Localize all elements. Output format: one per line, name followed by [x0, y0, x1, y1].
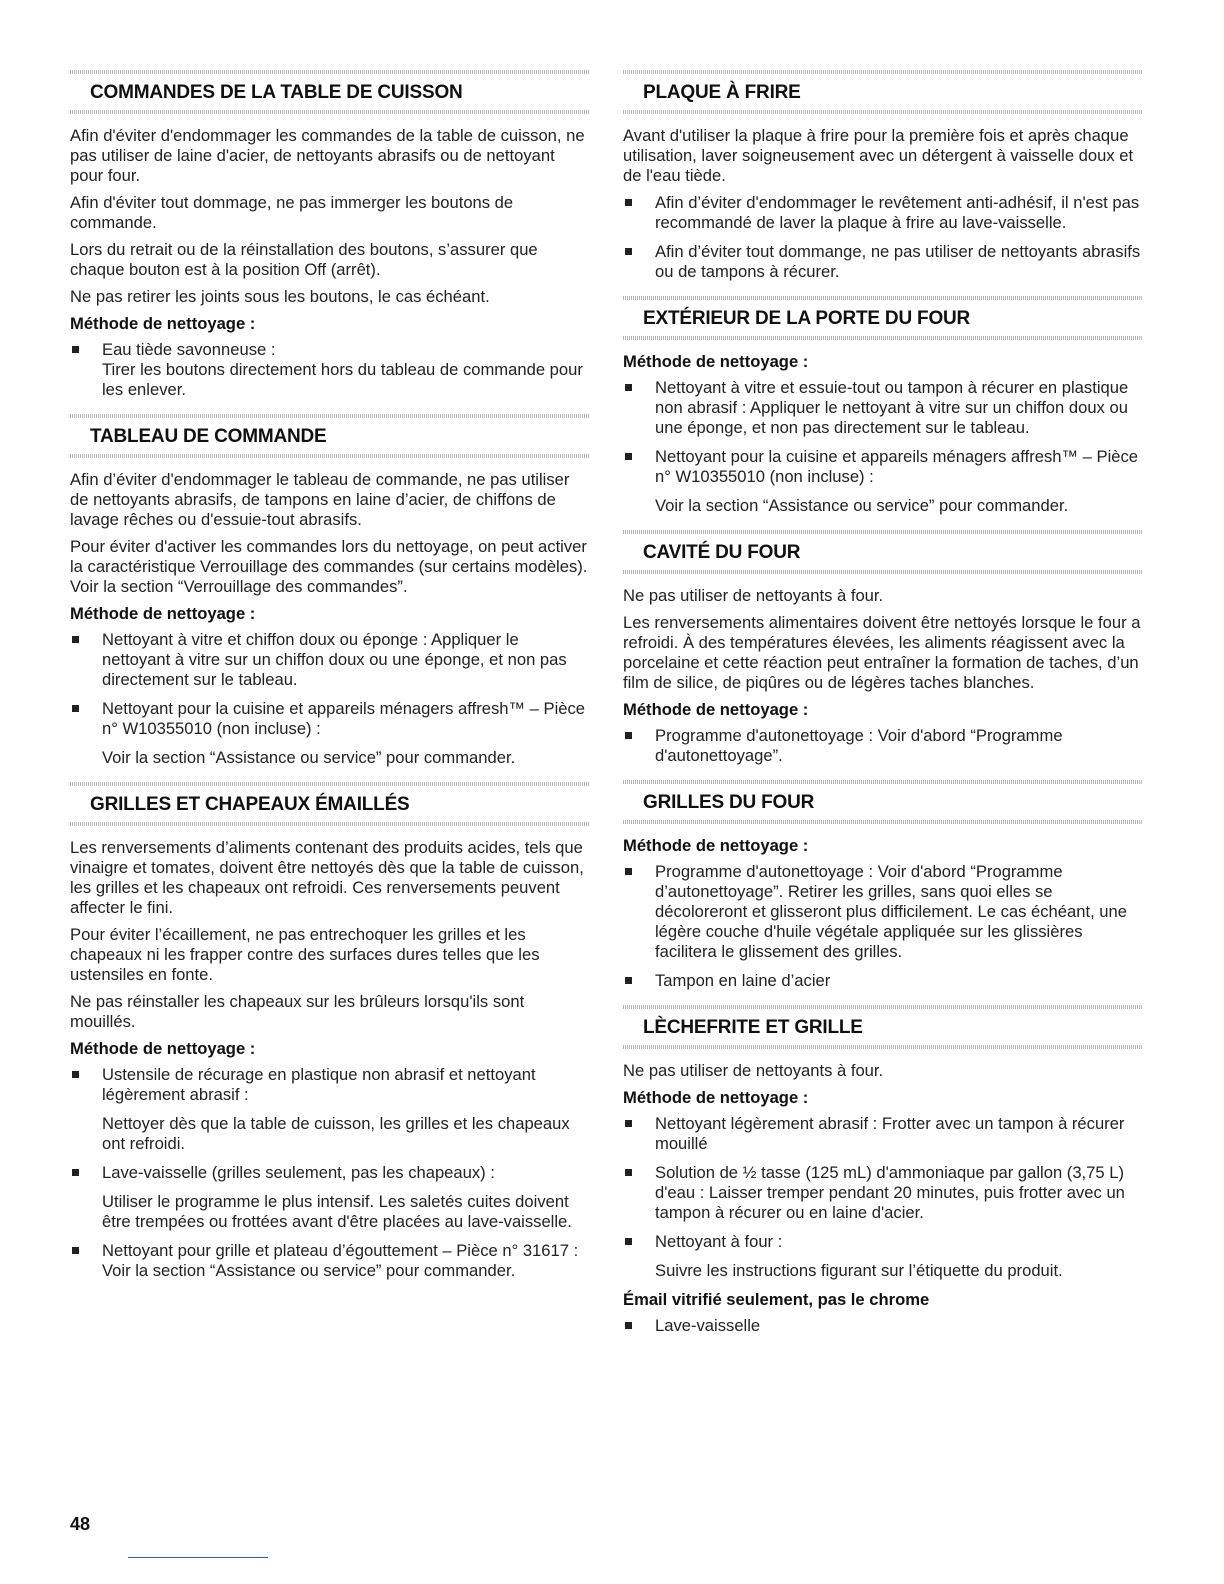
section-title: CAVITÉ DU FOUR [643, 542, 801, 563]
bullet-list [623, 1316, 1143, 1336]
list-item-note: Nettoyer dès que la table de cuisson, les grilles et les chapeaux ont refroidi. [102, 1114, 570, 1153]
list-item-text: Nettoyant à vitre et essuie-tout ou tampon à récurer en plastique non abrasif : Appliquer le nettoyant à vitre sur un chiffon doux ou une éponge, et non pas directement sur le tableau. [655, 378, 1129, 437]
list-item-text: Afin d’éviter tout dommange, ne pas utiliser de nettoyants abrasifs ou de tampons à récurer. [655, 242, 1141, 281]
bullet-list [623, 1114, 1143, 1281]
list-item-text: Ustensile de récurage en plastique non abrasif et nettoyant légèrement abrasif : [102, 1065, 536, 1104]
section-title: TABLEAU DE COMMANDE [90, 426, 327, 447]
bullet-list [70, 340, 590, 400]
list-item-text: Eau tiède savonneuse : [102, 340, 276, 359]
section-header [623, 530, 1143, 574]
list-item [623, 242, 1143, 282]
list-item-detail: Tirer les boutons directement hors du tableau de commande pour les enlever. [102, 360, 583, 399]
section-header [623, 70, 1143, 114]
list-item-note: Voir la section “Assistance ou service” pour commander. [102, 748, 516, 767]
bullet-list [623, 726, 1143, 766]
paragraph: Les renversements d’aliments contenant des produits acides, tels que vinaigre et tomates, doivent être nettoyés dès que la table de cuisson, les grilles et les chapeaux ont refroidi. Ces renversements peuvent affecter le fini. [70, 838, 584, 917]
list-item [70, 699, 590, 768]
paragraph: Ne pas réinstaller les chapeaux sur les brûleurs lorsqu'ils sont mouillés. [70, 992, 525, 1031]
paragraph: Afin d'éviter tout dommage, ne pas immerger les boutons de commande. [70, 193, 514, 232]
list-item-text: Nettoyant pour grille et plateau d’égouttement – Pièce n° 31617 : [102, 1241, 579, 1260]
paragraph: Les renversements alimentaires doivent être nettoyés lorsque le four a refroidi. À des températures élevées, les aliments réagissent avec la porcelaine et cette réaction peut entraîner la formation de taches, d’un film de silice, de piqûres ou de légères taches blanches. [623, 613, 1141, 692]
list-item-text: Programme d'autonettoyage : Voir d'abord “Programme d'autonettoyage”. [655, 726, 1063, 765]
list-item-note: Suivre les instructions figurant sur l’étiquette du produit. [655, 1261, 1063, 1280]
section-header [623, 1005, 1143, 1049]
section-title: EXTÉRIEUR DE LA PORTE DU FOUR [643, 308, 971, 329]
bullet-list [623, 862, 1143, 991]
list-item [623, 862, 1143, 962]
list-item [623, 971, 1143, 991]
list-item-text: Lave-vaisselle (grilles seulement, pas les chapeaux) : [102, 1163, 495, 1182]
list-item [70, 340, 590, 400]
list-item [623, 1232, 1143, 1281]
email-label: Émail vitrifié seulement, pas le chrome [623, 1290, 930, 1309]
paragraph: Pour éviter d'activer les commandes lors du nettoyage, on peut activer la caractéristique Verrouillage des commandes (sur certains modèles). Voir la section “Verrouillage des commandes”. [70, 537, 588, 596]
paragraph: Lors du retrait ou de la réinstallation des boutons, s’assurer que chaque bouton est à la position Off (arrêt). [70, 240, 538, 279]
bullet-list [70, 1065, 590, 1281]
section-exterieur-porte-four [623, 296, 1143, 516]
square-bullet-icon [625, 199, 632, 206]
section-commandes-table-cuisson [70, 70, 590, 400]
bullet-list [623, 378, 1143, 516]
section-plaque-a-frire [623, 70, 1143, 282]
list-item [623, 1114, 1143, 1154]
list-item-text: Solution de ½ tasse (125 mL) d'ammoniaque par gallon (3,75 L) d'eau : Laisser tremper pendant 20 minutes, puis frotter avec un tampon à récurer ou en laine d'acier. [655, 1163, 1125, 1222]
list-item-text: Nettoyant pour la cuisine et appareils ménagers affresh™ – Pièce n° W10355010 (non incluse) : [102, 699, 586, 738]
paragraph: Avant d'utiliser la plaque à frire pour la première fois et après chaque utilisation, laver soigneusement avec un détergent à vaisselle doux et de l'eau tiède. [623, 126, 1134, 185]
square-bullet-icon [72, 705, 79, 712]
method-label: Méthode de nettoyage : [623, 352, 809, 371]
section-title: GRILLES DU FOUR [643, 792, 815, 813]
section-title: COMMANDES DE LA TABLE DE CUISSON [90, 82, 463, 103]
square-bullet-icon [625, 453, 632, 460]
list-item [70, 1163, 590, 1232]
bullet-list [623, 193, 1143, 282]
method-label: Méthode de nettoyage : [70, 1039, 256, 1058]
square-bullet-icon [625, 248, 632, 255]
square-bullet-icon [625, 1169, 632, 1176]
section-cavite-du-four [623, 530, 1143, 766]
method-label: Méthode de nettoyage : [623, 1088, 809, 1107]
list-item-text: Nettoyant pour la cuisine et appareils ménagers affresh™ – Pièce n° W10355010 (non incluse) : [655, 447, 1139, 486]
section-header [70, 70, 590, 114]
footer-rule [128, 1557, 268, 1558]
list-item-text: Programme d'autonettoyage : Voir d'abord “Programme d’autonettoyage”. Retirer les grilles, sans quoi elles se décoloreront et glisseront plus difficilement. Le cas échéant, une légère couche d'huile végétale appliquée sur les glissières facilitera le glissement des grilles. [655, 862, 1127, 961]
paragraph: Ne pas utiliser de nettoyants à four. [623, 1061, 884, 1080]
square-bullet-icon [625, 868, 632, 875]
paragraph: Afin d’éviter d'endommager le tableau de commande, ne pas utiliser de nettoyants abrasifs, de tampons en laine d’acier, de chiffons de lavage rêches ou d'essuie-tout abrasifs. [70, 470, 570, 529]
square-bullet-icon [625, 977, 632, 984]
list-item-note: Voir la section “Assistance ou service” pour commander. [655, 496, 1069, 515]
square-bullet-icon [625, 1120, 632, 1127]
right-column [623, 70, 1143, 1350]
section-header [623, 296, 1143, 340]
page-number: 48 [70, 1514, 91, 1534]
list-item [623, 1163, 1143, 1223]
method-label: Méthode de nettoyage : [623, 836, 809, 855]
square-bullet-icon [72, 1071, 79, 1078]
list-item-note: Utiliser le programme le plus intensif. Les saletés cuites doivent être trempées ou frottées avant d'être placées au lave-vaisselle. [102, 1192, 572, 1231]
square-bullet-icon [72, 1169, 79, 1176]
section-lechefrite-et-grille [623, 1005, 1143, 1336]
section-tableau-de-commande [70, 414, 590, 768]
section-header [70, 414, 590, 458]
list-item-text: Nettoyant à four : [655, 1232, 783, 1251]
square-bullet-icon [72, 1247, 79, 1254]
section-grilles-chapeaux-emailles [70, 782, 590, 1281]
list-item [623, 726, 1143, 766]
list-item [70, 630, 590, 690]
list-item [623, 193, 1143, 233]
method-label: Méthode de nettoyage : [623, 700, 809, 719]
section-title: GRILLES ET CHAPEAUX ÉMAILLÉS [90, 794, 410, 815]
list-item-text: Nettoyant légèrement abrasif : Frotter avec un tampon à récurer mouillé [655, 1114, 1125, 1153]
list-item-text: Nettoyant à vitre et chiffon doux ou éponge : Appliquer le nettoyant à vitre sur un chiffon doux ou une éponge, et non pas directement sur le tableau. [102, 630, 567, 689]
section-grilles-du-four [623, 780, 1143, 991]
list-item [623, 447, 1143, 516]
section-header [70, 782, 590, 826]
left-column [70, 70, 590, 1295]
list-item-text: Afin d’éviter d'endommager le revêtement anti-adhésif, il n'est pas recommandé de laver la plaque à frire au lave-vaisselle. [655, 193, 1140, 232]
list-item-detail: Voir la section “Assistance ou service” pour commander. [102, 1261, 516, 1280]
section-title: LÈCHEFRITE ET GRILLE [643, 1017, 863, 1038]
list-item [70, 1065, 590, 1154]
list-item [623, 378, 1143, 438]
square-bullet-icon [72, 636, 79, 643]
list-item-text: Lave-vaisselle [655, 1316, 761, 1335]
square-bullet-icon [625, 732, 632, 739]
method-label: Méthode de nettoyage : [70, 314, 256, 333]
section-title: PLAQUE À FRIRE [643, 82, 801, 103]
list-item-text: Tampon en laine d’acier [655, 971, 831, 990]
paragraph: Afin d'éviter d'endommager les commandes de la table de cuisson, ne pas utiliser de laine d'acier, de nettoyants abrasifs ou de nettoyant pour four. [70, 126, 585, 185]
square-bullet-icon [625, 1238, 632, 1245]
square-bullet-icon [72, 346, 79, 353]
square-bullet-icon [625, 1322, 632, 1329]
bullet-list [70, 630, 590, 768]
method-label: Méthode de nettoyage : [70, 604, 256, 623]
square-bullet-icon [625, 384, 632, 391]
paragraph: Ne pas utiliser de nettoyants à four. [623, 586, 884, 605]
paragraph: Pour éviter l’écaillement, ne pas entrechoquer les grilles et les chapeaux ni les frapper contre des surfaces dures telles que les ustensiles en fonte. [70, 925, 540, 984]
list-item [623, 1316, 1143, 1336]
section-header [623, 780, 1143, 824]
paragraph: Ne pas retirer les joints sous les boutons, le cas échéant. [70, 287, 490, 306]
list-item [70, 1241, 590, 1281]
